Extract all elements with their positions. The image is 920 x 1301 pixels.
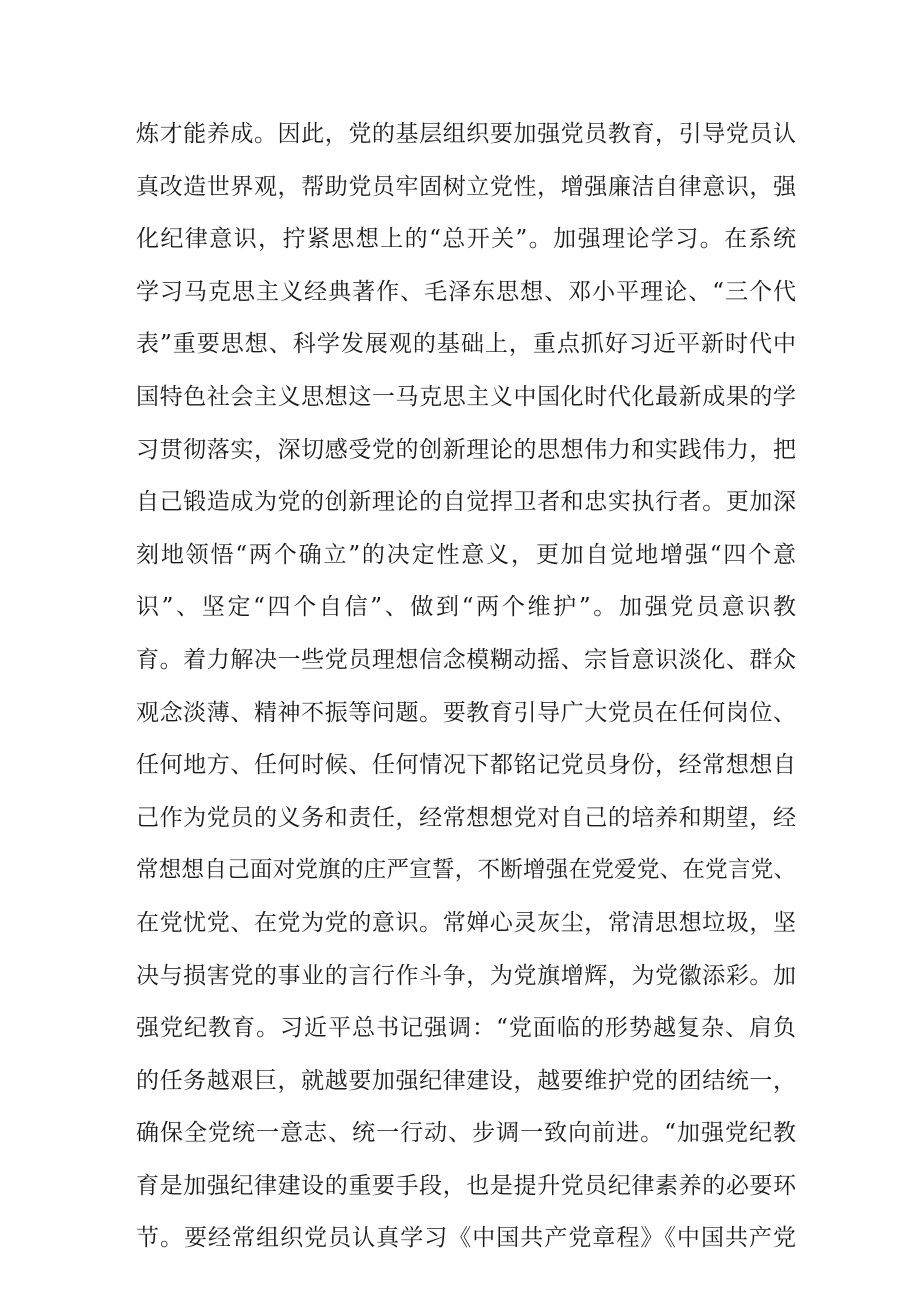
body-text: [136, 108, 796, 1265]
text-line-16: 在党忧党、在党为党的意识。常婵心灵灰尘，常清思想垃圾，坚: [136, 909, 796, 936]
text-line-2: 真改造世界观，帮助党员牢固树立党性，增强廉洁自律意识，强: [136, 173, 796, 200]
text-line-13: 任何地方、任何时候、任何情况下都铭记党员身份，经常想想自: [136, 752, 796, 779]
text-line-21: 育是加强纪律建设的重要手段，也是提升党员纪律素养的必要环: [136, 1172, 796, 1199]
text-line-9: 刻地领悟“两个确立”的决定性意义，更加自觉地增强“四个意: [136, 541, 796, 568]
text-line-12: 观念淡薄、精神不振等问题。要教育引导广大党员在任何岗位、: [136, 699, 796, 726]
text-line-10: 识”、坚定“四个自信”、做到“两个维护”。加强党员意识教: [136, 594, 796, 621]
text-line-6: 国特色社会主义思想这一马克思主义中国化时代化最新成果的学: [136, 383, 796, 410]
text-line-1: 炼才能养成。因此，党的基层组织要加强党员教育，引导党员认: [136, 121, 796, 147]
text-line-4: 学习马克思主义经典著作、毛泽东思想、邓小平理论、“三个代: [136, 278, 796, 305]
text-line-11: 育。着力解决一些党员理想信念模糊动摇、宗旨意识淡化、群众: [136, 646, 796, 673]
text-line-19: 的任务越艰巨，就越要加强纪律建设，越要维护党的团结统一，: [136, 1067, 796, 1094]
text-line-3: 化纪律意识，拧紧思想上的“总开关”。加强理论学习。在系统: [136, 226, 796, 253]
text-line-7: 习贯彻落实，深切感受党的创新理论的思想伟力和实践伟力，把: [136, 436, 796, 463]
text-line-17: 决与损害党的事业的言行作斗争，为党旗增辉，为党徽添彩。加: [136, 962, 796, 989]
text-line-5: 表”重要思想、科学发展观的基础上，重点抓好习近平新时代中: [136, 331, 796, 358]
text-line-15: 常想想自己面对党旗的庄严宣誓，不断增强在党爱党、在党言党、: [136, 857, 796, 884]
text-line-18: 强党纪教育。习近平总书记强调：“党面临的形势越复杂、肩负: [136, 1015, 796, 1042]
text-line-14: 己作为党员的义务和责任，经常想想党对自己的培养和期望，经: [136, 804, 796, 831]
text-line-8: 自己锻造成为党的创新理论的自觉捍卫者和忠实执行者。更加深: [136, 489, 796, 516]
text-line-22: 节。要经常组织党员认真学习《中国共产党章程》《中国共产党: [136, 1225, 796, 1252]
text-line-20: 确保全党统一意志、统一行动、步调一致向前进。“加强党纪教: [136, 1120, 796, 1147]
